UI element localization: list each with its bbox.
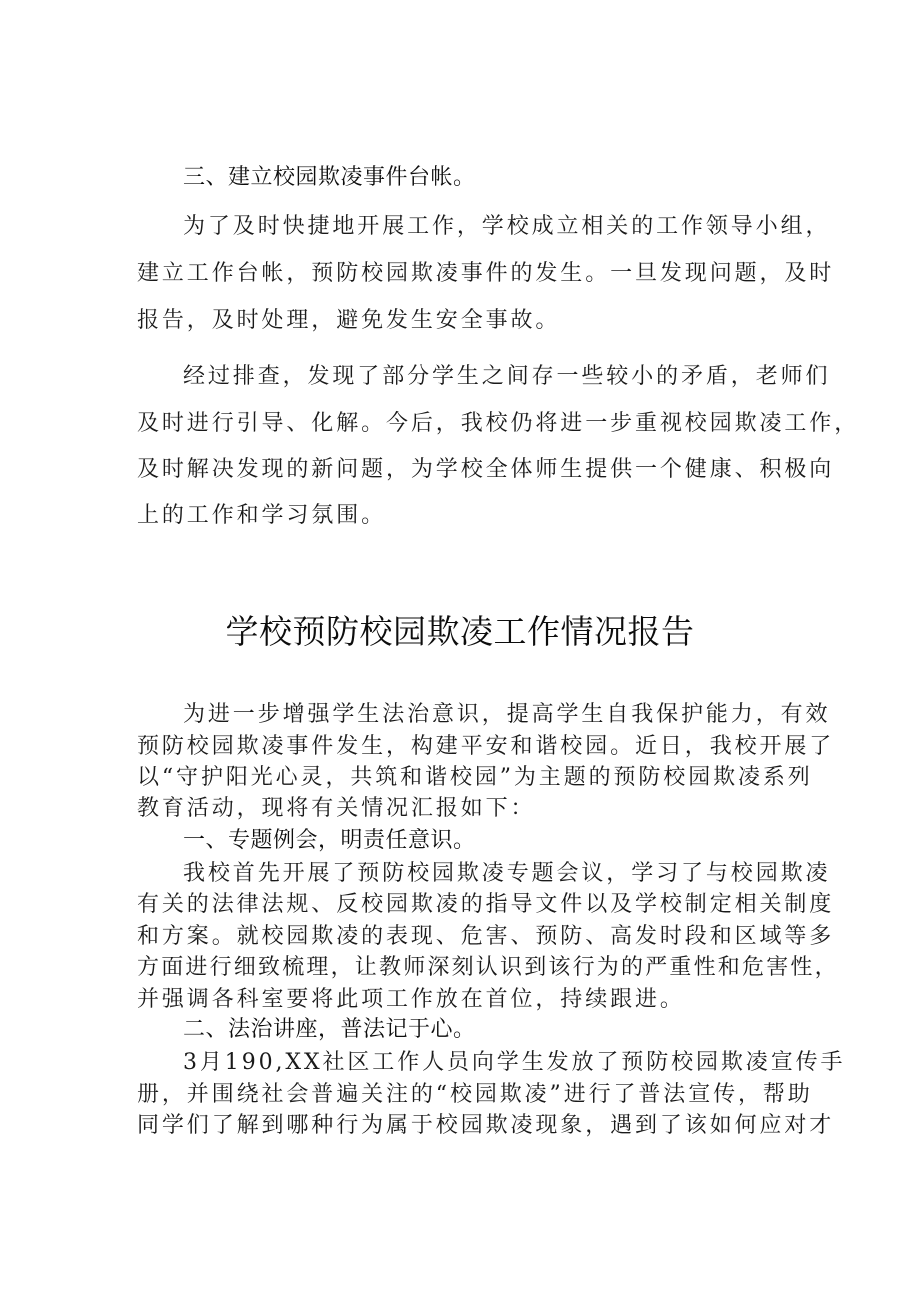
intro-line: 以“守护阳光心灵，共筑和谐校园”为主题的预防校园欺凌系列 xyxy=(137,765,813,790)
section2-line: 册，并围绕社会普遍关注的“校园欺凌”进行了普法宣传，帮助 xyxy=(137,1082,813,1107)
intro-line: 教育活动，现将有关情况汇报如下： xyxy=(137,796,536,821)
section1-line: 和方案。就校园欺凌的表现、危害、预防、高发时段和区域等多 xyxy=(137,924,835,949)
section-heading-1: 一、专题例会，明责任意识。 xyxy=(183,828,476,853)
intro-line: 预防校园欺凌事件发生，构建平安和谐校园。近日，我校开展了 xyxy=(137,734,835,759)
section-heading-3: 三、建立校园欺凌事件台帐。 xyxy=(183,165,476,190)
section1-line: 我校首先开展了预防校园欺凌专题会议，学习了与校园欺凌 xyxy=(183,861,831,886)
section1-line: 有关的法律法规、反校园欺凌的指导文件以及学校制定相关制度 xyxy=(137,892,835,917)
paragraph-line: 及时进行引导、化解。今后，我校仍将进一步重视校园欺凌工作， xyxy=(137,411,860,436)
section1-line: 方面进行细致梳理，让教师深刻认识到该行为的严重性和危害性， xyxy=(137,955,839,980)
paragraph-line: 报告，及时处理，避免发生安全事故。 xyxy=(137,308,561,333)
paragraph-line: 上的工作和学习氛围。 xyxy=(137,503,387,528)
report-title: 学校预防校园欺凌工作情况报告 xyxy=(225,612,695,651)
section1-line: 并强调各科室要将此项工作放在首位，持续跟进。 xyxy=(137,987,685,1012)
section2-line: 3月190,XX社区工作人员向学生发放了预防校园欺凌宣传手 xyxy=(183,1050,846,1075)
paragraph-line: 为了及时快捷地开展工作，学校成立相关的工作领导小组， xyxy=(183,214,831,239)
intro-line: 为进一步增强学生法治意识，提高学生自我保护能力，有效 xyxy=(183,702,831,727)
section2-line: 同学们了解到哪种行为属于校园欺凌现象，遇到了该如何应对才 xyxy=(137,1113,835,1138)
section-heading-2: 二、法治讲座，普法记于心。 xyxy=(183,1017,476,1042)
paragraph-line: 经过排查，发现了部分学生之间存一些较小的矛盾，老师们 xyxy=(183,364,831,389)
paragraph-line: 建立工作台帐，预防校园欺凌事件的发生。一旦发现问题，及时 xyxy=(137,261,835,286)
paragraph-line: 及时解决发现的新问题，为学校全体师生提供一个健康、积极向 xyxy=(137,457,835,482)
